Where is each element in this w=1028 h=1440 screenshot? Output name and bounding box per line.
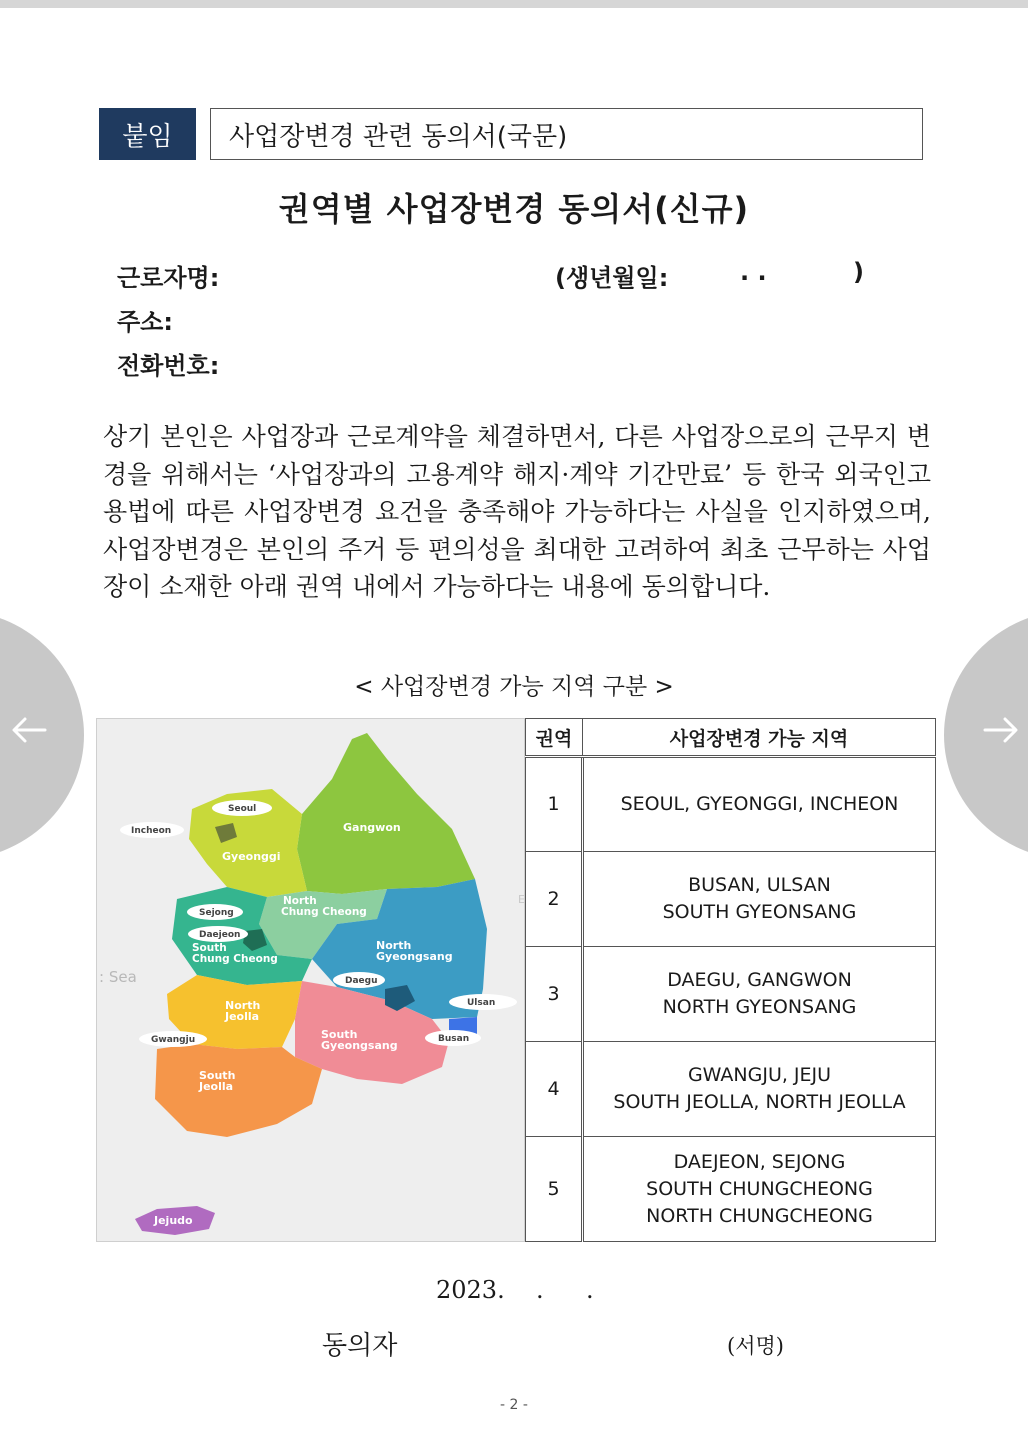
svg-text:Gwangju: Gwangju: [151, 1035, 196, 1045]
region-number: 3: [526, 947, 583, 1042]
svg-text:Daejeon: Daejeon: [199, 930, 241, 940]
region-cell: [583, 1137, 936, 1242]
svg-text:Ulsan: Ulsan: [467, 998, 496, 1008]
map-tag-ulsan: [449, 994, 517, 1010]
date-day-dot: .: [586, 1276, 594, 1304]
map-label-south-chungcheong-2: Chung Cheong: [192, 953, 278, 965]
region-line: BUSAN, ULSAN: [688, 874, 831, 896]
map-label-south-gyeongsang-2: Gyeongsang: [321, 1039, 398, 1052]
signature-label: (서명): [727, 1334, 784, 1358]
region-line: SEOUL, GYEONGGI, INCHEON: [620, 793, 899, 815]
attachment-title: 사업장변경 관련 동의서(국문): [210, 108, 923, 160]
header-region-number: 권역: [526, 719, 583, 757]
map-tag-busan: [425, 1030, 481, 1046]
map-tag-gwangju: [139, 1031, 207, 1047]
region-number: 1: [526, 757, 583, 852]
region-cell: [583, 947, 936, 1042]
consent-paragraph: 상기 본인은 사업장과 근로계약을 체결하면서, 다른 사업장으로의 근무지 변경을 위해서는 ‘사업장과의 고용계약 해지·계약 기간만료’ 등 한국 외국인고용법에 따른 사업장변경 요건을 충족해야 가능하다는 사실을 인지하였으며, 사업장변경은 본인의 주거 등 편의성을 최대한 고려하여 최초 근무하는 사업장이 소재한 아래 권역 내에서 가능하다는 내용에 동의합니다.: [103, 422, 931, 601]
korea-region-map: [96, 718, 525, 1242]
next-page-button[interactable]: [944, 610, 1028, 860]
map-tag-daegu: [333, 972, 385, 988]
map-tag-seoul: [212, 800, 272, 816]
region-line: NORTH CHUNGCHEONG: [646, 1204, 873, 1227]
map-label-north-chungcheong-2: Chung Cheong: [281, 906, 367, 918]
map-label-gangwon: Gangwon: [343, 821, 401, 834]
map-label-sea: : Sea: [99, 968, 137, 986]
map-tag-incheon: [120, 822, 184, 838]
map-label-north-chungcheong-1: North: [283, 895, 317, 907]
date-line: [436, 1276, 594, 1304]
table-row: [526, 757, 936, 852]
svg-text:Incheon: Incheon: [131, 826, 172, 836]
birth-date-label: (생년월일:: [555, 264, 669, 292]
top-strip: [0, 0, 1028, 8]
table-row: [526, 1042, 936, 1137]
date-year: 2023.: [436, 1276, 505, 1304]
previous-page-button[interactable]: [0, 610, 84, 860]
table-row: [526, 852, 936, 947]
arrow-right-icon: [981, 715, 1021, 745]
region-line: SOUTH CHUNGCHEONG: [646, 1177, 873, 1200]
map-label-south-chungcheong-1: South: [192, 942, 227, 954]
birth-date-close: ): [853, 258, 864, 286]
phone-label: 전화번호:: [117, 352, 220, 380]
region-cell: [583, 852, 936, 947]
map-label-north-jeolla-1: North: [225, 999, 261, 1012]
region-line: NORTH GYEONSANG: [662, 996, 857, 1018]
map-label-south-jeolla-1: South: [199, 1069, 236, 1082]
map-label-north-jeolla-2: Jeolla: [225, 1010, 260, 1023]
address-label: 주소:: [117, 308, 173, 336]
table-row: [526, 947, 936, 1042]
region-table-header: [526, 719, 936, 757]
map-region-south-jeolla: [155, 1044, 322, 1137]
region-line: DAEGU, GANGWON: [667, 969, 852, 991]
region-number: 5: [526, 1137, 583, 1242]
region-number: 2: [526, 852, 583, 947]
map-label-north-gyeongsang-2: Gyeongsang: [376, 950, 453, 963]
map-label-south-gyeongsang-1: South: [321, 1028, 358, 1041]
map-label-north-gyeongsang-1: North: [376, 939, 412, 952]
svg-text:Seoul: Seoul: [228, 804, 257, 814]
svg-text:Sejong: Sejong: [199, 908, 234, 918]
region-line: DAEJEON, SEJONG: [673, 1150, 846, 1173]
map-tag-daejeon: [188, 926, 248, 942]
document-title: 권역별 사업장변경 동의서(신규): [278, 190, 750, 228]
region-cell: [583, 757, 936, 852]
table-row: [526, 1137, 936, 1242]
map-label-south-jeolla-2: Jeolla: [199, 1080, 234, 1093]
korea-map-svg: [97, 719, 526, 1243]
region-line: GWANGJU, JEJU: [687, 1064, 832, 1086]
map-label-east-mark: E: [518, 893, 525, 906]
worker-name-label: 근로자명:: [117, 264, 220, 292]
map-label-gyeonggi: Gyeonggi: [222, 850, 281, 863]
region-cell: [583, 1042, 936, 1137]
svg-text:Busan: Busan: [438, 1034, 470, 1044]
region-line: SOUTH GYEONSANG: [662, 901, 857, 923]
region-line: SOUTH JEOLLA, NORTH JEOLLA: [613, 1091, 906, 1113]
region-number: 4: [526, 1042, 583, 1137]
map-label-jejudo: Jejudo: [154, 1214, 193, 1227]
birth-date-dots: . .: [740, 258, 767, 286]
attachment-badge: 붙임: [99, 108, 196, 160]
region-table: [525, 718, 936, 1242]
arrow-left-icon: [9, 715, 49, 745]
page-number: - 2 -: [500, 1397, 528, 1413]
header-allowed-regions: 사업장변경 가능 지역: [583, 719, 936, 757]
date-month-dot: .: [536, 1276, 544, 1304]
birth-date-field: [555, 258, 875, 293]
map-region-gangwon: [297, 733, 475, 894]
region-caption: < 사업장변경 가능 지역 구분 >: [354, 674, 674, 700]
consenter-label: 동의자: [322, 1331, 398, 1361]
map-tag-sejong: [187, 904, 243, 920]
svg-text:Daegu: Daegu: [345, 976, 378, 986]
